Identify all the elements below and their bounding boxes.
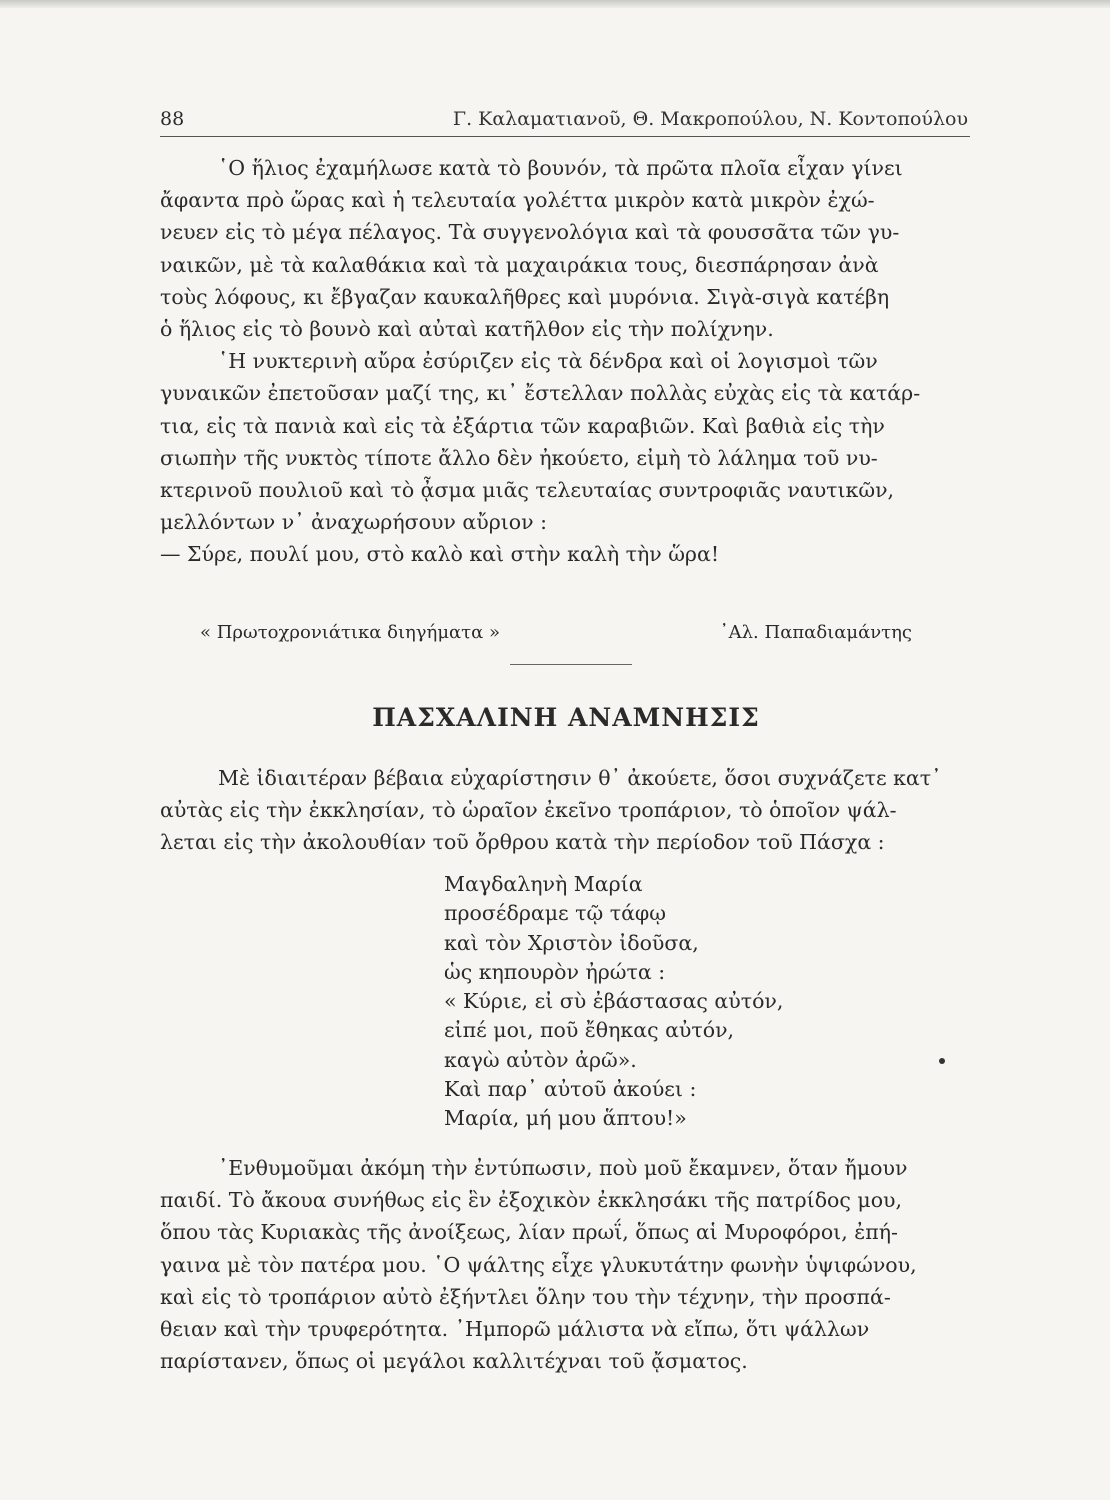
excerpt-attribution (160, 622, 972, 650)
line: ἄφαντα πρὸ ὥρας καὶ ἡ τελευταία γολέττα μικρὸν κατὰ μικρὸν ἐχώ- (160, 188, 875, 213)
line: ναικῶν, μὲ τὰ καλαθάκια καὶ τὰ μαχαιράκια τους, διεσπάρησαν ἀνὰ (160, 252, 879, 277)
page-number: 88 (160, 108, 185, 130)
poem-line: καγὼ αὐτὸν ἀρῶ». (444, 1047, 637, 1072)
line: παρίστανεν, ὅπως οἱ μεγάλοι καλλιτέχναι τοῦ ᾄσματος. (160, 1349, 748, 1374)
poem-line: Μαγδαληνὴ Μαρία (444, 872, 643, 896)
line: ῾Η νυκτερινὴ αὔρα ἐσύριζεν εἰς τὰ δένδρα καὶ οἱ λογισμοὶ τῶν (218, 349, 878, 374)
poem-line: ὡς κηπουρὸν ἠρώτα : (444, 959, 666, 984)
line: παιδί. Τὸ ἄκουα συνήθως εἰς ἓν ἐξοχικὸν ἐκκλησάκι τῆς πατρίδος μου, (160, 1188, 903, 1213)
line: γυναικῶν ἐπετοῦσαν μαζί της, κι᾿ ἔστελλαν πολλὰς εὐχὰς εἰς τὰ κατάρ- (160, 381, 921, 406)
dialogue-line: — Σύρε, πουλί μου, στὸ καλὸ καὶ στὴν καλὴ τὴν ὥρα! (160, 542, 720, 567)
page-top-edge (0, 0, 1110, 8)
ink-speck (939, 1058, 945, 1064)
article-closing (160, 1152, 972, 1377)
line: νευεν εἰς τὸ μέγα πέλαγος. Τὰ συγγενολόγια καὶ τὰ φουσσᾶτα τῶν γυ- (160, 220, 900, 245)
line: λεται εἰς τὴν ἀκολουθίαν τοῦ ὄρθρου κατὰ τὴν περίοδον τοῦ Πάσχα : (160, 830, 885, 855)
poem-troparion (444, 870, 864, 1134)
poem-line: εἰπέ μοι, ποῦ ἔθηκας αὐτόν, (444, 1018, 735, 1043)
article-intro (160, 762, 972, 859)
first-excerpt (160, 152, 972, 571)
running-head: Γ. Καλαματιανοῦ, Θ. Μακροπούλου, Ν. Κοντοπούλου (452, 108, 968, 130)
line: τοὺς λόφους, κι ἔβγαζαν καυκαλῆθρες καὶ μυρόνια. Σιγὰ-σιγὰ κατέβη (160, 284, 890, 309)
line: ᾿Ενθυμοῦμαι ἀκόμη τὴν ἐντύπωσιν, ποὺ μοῦ ἔκαμνεν, ὅταν ἤμουν (218, 1156, 908, 1180)
page-header (160, 106, 970, 137)
line: αὐτὰς εἰς τὴν ἐκκλησίαν, τὸ ὡραῖον ἐκεῖνο τροπάριον, τὸ ὁποῖον ψάλ- (160, 798, 897, 823)
poem-line: Καὶ παρ᾿ αὐτοῦ ἀκούει : (444, 1077, 697, 1102)
author-name: ᾿Αλ. Παπαδιαμάντης (719, 622, 912, 643)
line: ῾Ο ἥλιος ἐχαμήλωσε κατὰ τὸ βουνόν, τὰ πρῶτα πλοῖα εἶχαν γίνει (218, 156, 903, 180)
poem-line: καὶ τὸν Χριστὸν ἰδοῦσα, (444, 930, 699, 955)
line: γαινα μὲ τὸν πατέρα μου. ῾Ο ψάλτης εἶχε γλυκυτάτην φωνὴν ὑψιφώνου, (160, 1252, 917, 1277)
line: τια, εἰς τὰ πανιὰ καὶ εἰς τὰ ἐξάρτια τῶν καραβιῶν. Καὶ βαθιὰ εἰς τὴν (160, 413, 885, 438)
poem-line: Μαρία, μή μου ἅπτου!» (444, 1106, 687, 1131)
line: θειαν καὶ τὴν τρυφερότητα. ᾿Ημπορῶ μάλιστα νὰ εἴπω, ὅτι ψάλλων (160, 1317, 870, 1342)
line: καὶ εἰς τὸ τροπάριον αὐτὸ ἐξήντλει ὅλην του τὴν τέχνην, τὴν προσπά- (160, 1284, 891, 1309)
line: σιωπὴν τῆς νυκτὸς τίποτε ἄλλο δὲν ἠκούετο, εἰμὴ τὸ λάλημα τοῦ νυ- (160, 445, 878, 470)
line: ὁ ἥλιος εἰς τὸ βουνὸ καὶ αὐταὶ κατῆλθον εἰς τὴν πολίχνην. (160, 317, 774, 342)
section-divider (510, 664, 632, 665)
line: μελλόντων ν᾿ ἀναχωρήσουν αὔριον : (160, 510, 548, 535)
poem-line: « Κύριε, εἰ σὺ ἐβάστασας αὐτόν, (444, 989, 784, 1014)
poem-line: προσέδραμε τῷ τάφῳ (444, 901, 667, 926)
article-title: ΠΑΣΧΑΛΙΝΗ ΑΝΑΜΝΗΣΙΣ (372, 703, 760, 732)
source-title: « Πρωτοχρονιάτικα διηγήματα » (200, 622, 501, 643)
line: ὅπου τὰς Κυριακὰς τῆς ἀνοίξεως, λίαν πρωΐ, ὅπως αἱ Μυροφόροι, ἐπή- (160, 1220, 898, 1245)
line: Μὲ ἰδιαιτέραν βέβαια εὐχαρίστησιν θ᾿ ἀκούετε, ὅσοι συχνάζετε κατ᾿ (218, 766, 942, 790)
line: κτερινοῦ πουλιοῦ καὶ τὸ ᾆσμα μιᾶς τελευταίας συντροφιᾶς ναυτικῶν, (160, 478, 895, 503)
